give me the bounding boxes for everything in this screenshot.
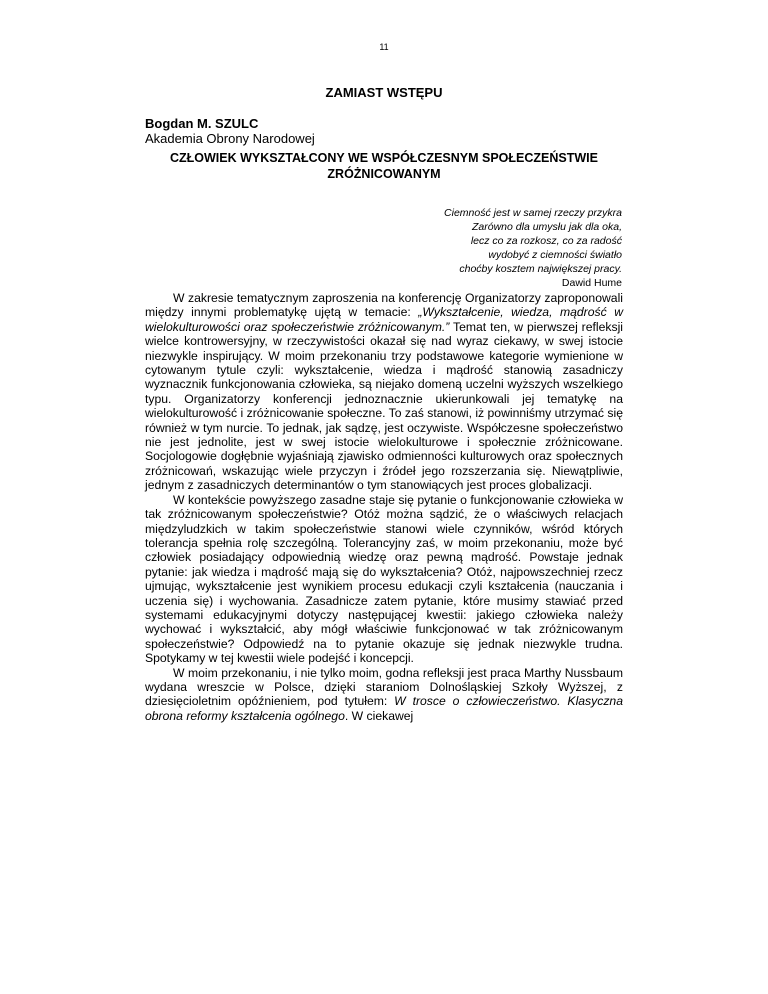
epigraph [322,206,622,290]
paragraph-2: W kontekście powyższego zasadne staje się pytanie o funkcjonowanie człowieka w tak zróżnicowanym społeczeństwie? Otóż można sądzić, że o właściwych relacjach międzyludzkich w takim społeczeństwie stanowi wiele czynników, wśród których tolerancja spełnia rolę szczególną. Tolerancyjny zaś, w moim przekonaniu, może być człowiek posiadający odpowiednią wiedzę oraz pewną mądrość. Powstaje jednak pytanie: jak wiedza i mądrość mają się do wykształcenia? Otóż, najpowszechniej rzecz ujmując, wykształcenie jest wynikiem procesu edukacji czyli kształcenia (nauczania i uczenia się) i wychowania. Zasadnicze zatem pytanie, które musimy stawiać przed systemami edukacyjnymi dotyczy następującej kwestii: jakiego człowieka należy wychować i wykształcić, aby mógł właściwie funkcjonować w tak zróżnicowanym społeczeństwie? Odpowiedź na to pytanie okazuje się jednak niezwykle trudna. Spotykamy w tej kwestii wiele podejść i koncepcji. [145,492,623,666]
page-number: 11 [379,42,389,52]
section-title: ZAMIAST WSTĘPU [325,85,443,100]
author-affiliation: Akademia Obrony Narodowej [145,131,315,146]
paragraph-1 [145,291,623,493]
epigraph-attribution: Dawid Hume [561,277,622,289]
article-title: CZŁOWIEK WYKSZTAŁCONY WE WSPÓŁCZESNYM SPOŁECZEŃSTWIE ZRÓŻNICOWANYM [169,151,598,181]
conference-topic-quote: „Wykształcenie, wiedza, mądrość w wielokulturowości oraz społeczeństwie zróżnicowanym.” [145,305,623,334]
paragraph-3-text-a: W moim przekonaniu, i nie tylko moim, godna refleksji jest praca Marthy Nussbaum wydana wreszcie w Polsce, dzięki staraniom Dolnośląskiej Szkoły Wyższej, z dziesięcioletnim opóźnieniem, pod tytułem: [145,665,623,709]
epigraph-line: choćby kosztem największej pracy. [459,263,622,275]
paragraph-1-text-b: Temat ten, w pierwszej refleksji wielce kontrowersyjny, w rzeczywistości okazał się nad wyraz ciekawy, w swej istocie niezwykle inspirujący. W moim przekonaniu trzy podstawowe kategorie wymienione w cytowanym tytule czyli: wykształcenie, wiedza i mądrość stanowią zasadniczy wyznacznik funkcjonowania człowieka, są niejako domeną uczelni wyższych wszelkiego typu. Organizatorzy konferencji jednoznacznie ukierunkowali jej tematykę na wielokulturowość i zróżnicowanie społeczne. To zaś stanowi, iż powinniśmy utrzymać się również w tym nurcie. To jednak, jak sądzę, jest oczywiste. Współczesne społeczeństwo nie jest jednolite, jest w swej istocie wielokulturowe i społecznie zróżnicowane. Socjologowie dogłębnie wyjaśniają zjawisko odmienności kulturowych oraz społecznych zróżnicowań, wskazując wiele przyczyn i źródeł jego rozszerzania się. Niewątpliwie, jednym z zasadniczych determinantów o tym stanowiących jest proces globalizacji. [145,319,623,493]
paragraph-3 [145,666,623,724]
body-text [145,291,623,723]
epigraph-line: Zarówno dla umysłu jak dla oka, [472,221,622,233]
paragraph-1-text-a: W zakresie tematycznym zaproszenia na konferencję Organizatorzy zaproponowali między innymi problematykę ujętą w temacie: [145,291,623,320]
author-name: Bogdan M. SZULC [145,116,259,131]
epigraph-line: lecz co za rozkosz, co za radość [470,235,622,247]
epigraph-line: wydobyć z ciemności światło [488,249,622,261]
paragraph-3-text-b: . W ciekawej [344,708,414,723]
epigraph-line: Ciemność jest w samej rzeczy przykra [444,207,622,219]
book-title: W trosce o człowieczeństwo. Klasyczna obrona reformy kształcenia ogólnego [145,694,623,723]
author-block [145,116,315,146]
